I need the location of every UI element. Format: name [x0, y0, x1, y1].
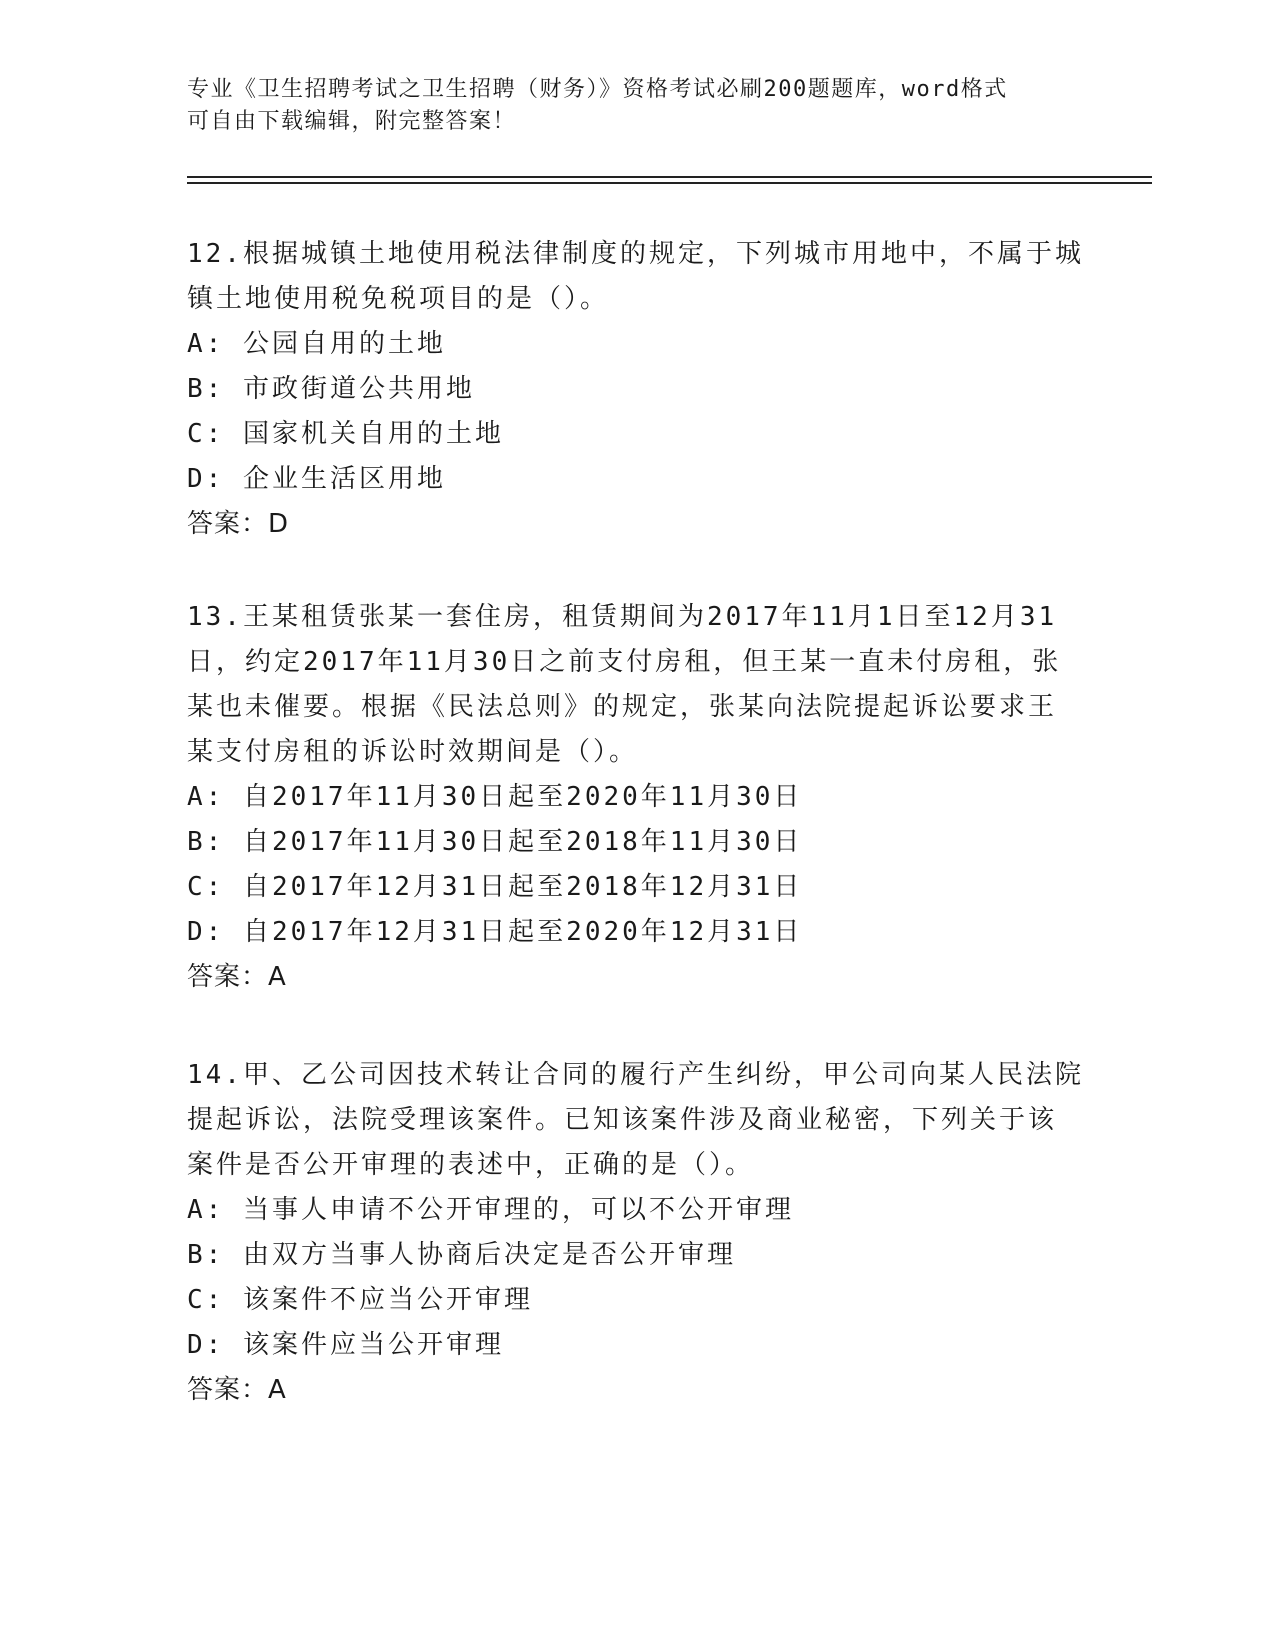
option-c: C: 该案件不应当公开审理: [187, 1285, 533, 1315]
answer-label: 答案：A: [187, 1375, 287, 1405]
option-d: D: 该案件应当公开审理: [187, 1330, 504, 1360]
option-a: A: 公园自用的土地: [187, 329, 446, 359]
option-d: D: 自2017年12月31日起至2020年12月31日: [187, 917, 803, 947]
option-c: C: 自2017年12月31日起至2018年12月31日: [187, 872, 803, 902]
option-c: C: 国家机关自用的土地: [187, 419, 504, 449]
question-13: [187, 595, 1087, 1000]
question-stem-line: 14.甲、乙公司因技术转让合同的履行产生纠纷，甲公司向某人民法院: [187, 1060, 1084, 1090]
question-12: [187, 232, 1087, 547]
question-stem-line: 镇土地使用税免税项目的是（）。: [187, 284, 610, 314]
question-stem-line: 提起诉讼，法院受理该案件。已知该案件涉及商业秘密，下列关于该: [187, 1105, 1058, 1135]
option-b: B: 自2017年11月30日起至2018年11月30日: [187, 827, 803, 857]
header-line-1: 专业《卫生招聘考试之卫生招聘（财务）》资格考试必刷200题题库，word格式: [187, 77, 1008, 102]
question-14: [187, 1053, 1087, 1413]
document-header: [187, 74, 1067, 138]
question-stem-line: 某支付房租的诉讼时效期间是（）。: [187, 737, 639, 767]
question-stem-line: 12.根据城镇土地使用税法律制度的规定，下列城市用地中，不属于城: [187, 239, 1084, 269]
question-stem-line: 13.王某租赁张某一套住房，租赁期间为2017年11月1日至12月31: [187, 602, 1058, 632]
option-a: A: 当事人申请不公开审理的，可以不公开审理: [187, 1195, 794, 1225]
answer-label: 答案：A: [187, 962, 287, 992]
option-d: D: 企业生活区用地: [187, 464, 446, 494]
header-divider-top: [187, 176, 1152, 178]
option-b: B: 市政街道公共用地: [187, 374, 475, 404]
question-stem-line: 案件是否公开审理的表述中，正确的是（）。: [187, 1150, 755, 1180]
question-stem-line: 某也未催要。根据《民法总则》的规定，张某向法院提起诉讼要求王: [187, 692, 1058, 722]
option-a: A: 自2017年11月30日起至2020年11月30日: [187, 782, 803, 812]
option-b: B: 由双方当事人协商后决定是否公开审理: [187, 1240, 736, 1270]
header-divider-bottom: [187, 182, 1152, 184]
header-line-2: 可自由下载编辑，附完整答案！: [187, 109, 517, 134]
question-stem-line: 日，约定2017年11月30日之前支付房租，但王某一直未付房租，张: [187, 647, 1062, 677]
answer-label: 答案：D: [187, 509, 290, 539]
